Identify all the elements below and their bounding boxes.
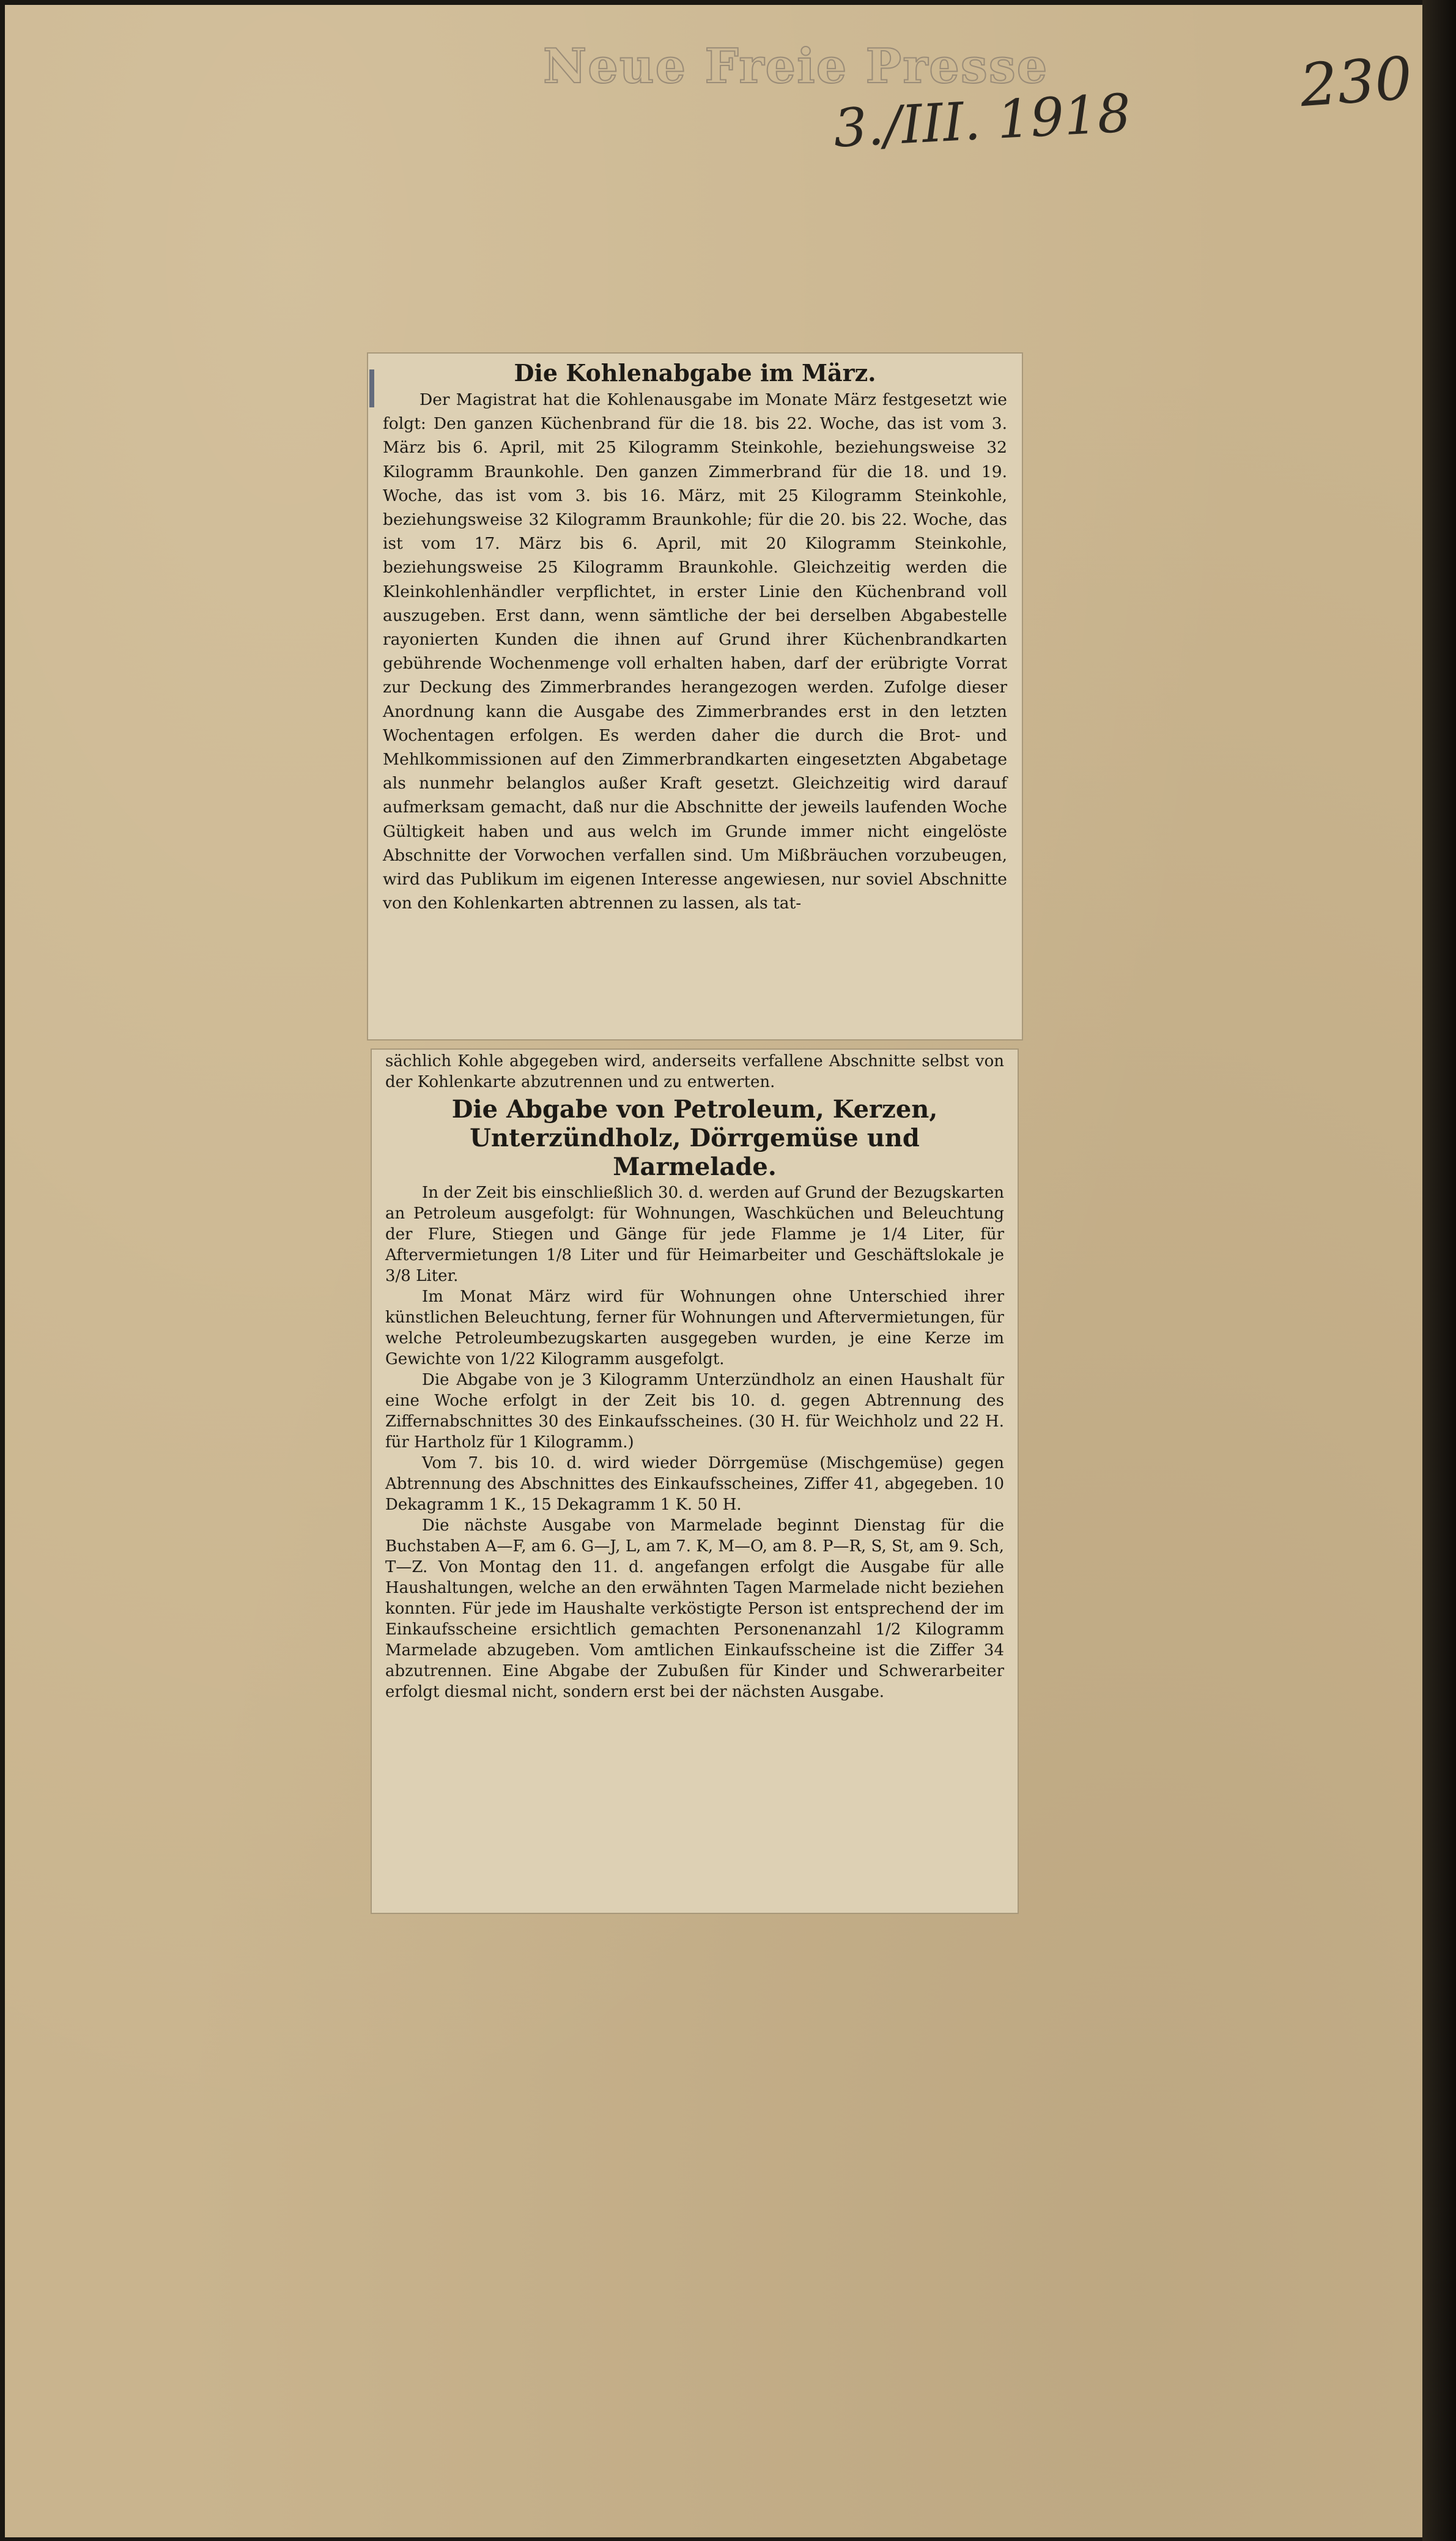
clipping-1-headline: Die Kohlenabgabe im März.	[514, 359, 876, 387]
clipping-coal-distribution	[367, 352, 1023, 1041]
clipping-2-paragraph: Vom 7. bis 10. d. wird wieder Dörrgemüse (Mischgemüse) gegen Abtrennung des Abschnittes des Einkaufsscheines, Ziffer 41, abgegeben. 10 Dekagramm 1 K., 15 Dekagramm 1 K. 50 H.	[385, 1454, 1004, 1514]
clipping-2-continuation: sächlich Kohle abgegeben wird, anderseits verfallene Abschnitte selbst von der Kohlenkarte abzutrennen und zu entwerten.	[385, 1052, 1004, 1091]
clipping-2-paragraph: Die nächste Ausgabe von Marmelade beginnt Dienstag für die Buchstaben A—F, am 6. G—J, L, am 7. K, M—O, am 8. P—R, S, St, am 9. Sch, T—Z. Von Montag den 11. d. angefangen erfolgt die Ausgabe für alle Haushaltungen, welche an den erwähnten Tagen Marmelade nicht beziehen konnten. Für jede im Haushalte verköstigte Person ist entsprechend der im Einkaufsscheine ersichtlich gemachten Personenanzahl 1/2 Kilogramm Marmelade abzugeben. Vom amtlichen Einkaufsscheine ist die Ziffer 34 abzutrennen. Eine Abgabe der Zubußen für Kinder und Schwerarbeiter erfolgt diesmal nicht, sondern erst bei der nächsten Ausgabe.	[385, 1516, 1004, 1701]
clipping-2-paragraph: Im Monat März wird für Wohnungen ohne Unterschied ihrer künstlichen Beleuchtung, ferner für Wohnungen und Aftervermietungen, für welche Petroleumbezugskarten ausgegeben wurden, je eine Kerze im Gewichte von 1/22 Kilogramm ausgefolgt.	[385, 1288, 1004, 1368]
clipping-2-paragraph: Die Abgabe von je 3 Kilogramm Unterzündholz an einen Haushalt für eine Woche erfolgt in der Zeit bis 10. d. gegen Abtrennung des Ziffernabschnittes 30 des Einkaufsscheines. (30 H. für Weichholz und 22 H. für Hartholz für 1 Kilogramm.)	[385, 1371, 1004, 1452]
handwritten-date: 3./III. 1918	[832, 83, 1133, 160]
clipping-petroleum-distribution	[371, 1048, 1019, 1914]
scan-edge	[1422, 0, 1456, 2541]
clipping-2-paragraph: In der Zeit bis einschließlich 30. d. werden auf Grund der Bezugskarten an Petroleum ausgefolgt: für Wohnungen, Waschküchen und Beleuchtung der Flure, Stiegen und Gänge für jede Flamme je 1/4 Liter, für Aftervermietungen 1/8 Liter und für Heimarbeiter und Geschäftslokale je 3/8 Liter.	[385, 1184, 1004, 1285]
clipping-1-body: Der Magistrat hat die Kohlenausgabe im Monate März festgesetzt wie folgt: Den ganzen Küchenbrand für die 18. bis 22. Woche, das ist vom 3. März bis 6. April, mit 25 Kilogramm Steinkohle, beziehungsweise 32 Kilogramm Braunkohle. Den ganzen Zimmerbrand für die 18. und 19. Woche, das ist vom 3. bis 16. März, mit 25 Kilogramm Steinkohle, beziehungsweise 32 Kilogramm Braunkohle; für die 20. bis 22. Woche, das ist vom 17. März bis 6. April, mit 20 Kilogramm Steinkohle, beziehungsweise 25 Kilogramm Braunkohle. Gleichzeitig werden die Kleinkohlenhändler verpflichtet, in erster Linie den Küchenbrand voll auszugeben. Erst dann, wenn sämtliche der bei derselben Abgabestelle rayonierten Kunden die ihnen auf Grund ihrer Küchenbrandkarten gebührende Wochenmenge voll erhalten haben, darf der erübrigte Vorrat zur Deckung des Zimmerbrandes herangezogen werden. Zufolge dieser Anordnung kann die Ausgabe des Zimmerbrandes erst in den letzten Wochentagen erfolgen. Es werden daher die durch die Brot- und Mehlkommissionen auf den Zimmerbrandkarten eingesetzten Abgabetage als nunmehr belanglos außer Kraft gesetzt. Gleichzeitig wird darauf aufmerksam gemacht, daß nur die Abschnitte der jeweils laufenden Woche Gültigkeit haben und aus welch im Grunde immer nicht eingelöste Abschnitte der Vorwochen verfallen sind. Um Mißbräuchen vorzubeugen, wird das Publikum im eigenen Interesse angewiesen, nur soviel Abschnitte von den Kohlenkarten abtrennen zu lassen, als tat-	[383, 390, 1007, 913]
pencil-mark	[369, 369, 374, 407]
newspaper-stamp: Neue Freie Presse	[543, 39, 1049, 94]
handwritten-folio-number: 230	[1298, 43, 1414, 121]
archive-sheet	[5, 5, 1422, 2537]
clipping-2-headline: Die Abgabe von Petroleum, Kerzen, Unterzündholz, Dörrgemüse und Marmelade.	[451, 1095, 938, 1181]
